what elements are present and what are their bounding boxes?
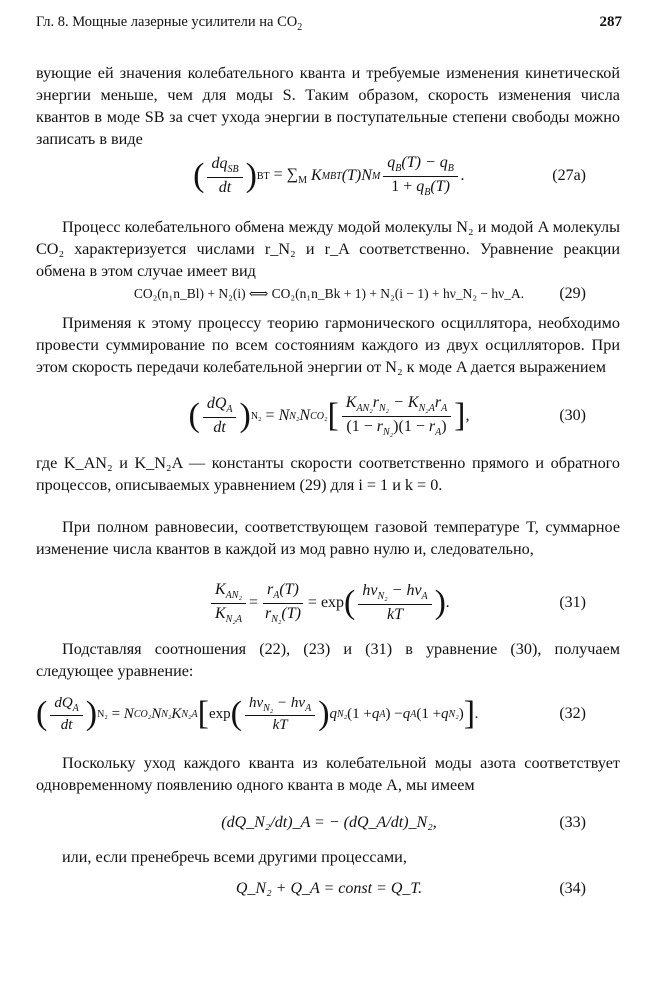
page-header	[36, 14, 622, 38]
paragraph-8: или, если пренебречь всеми другими процессами,	[62, 848, 407, 866]
equation-27a: ( $\frac{dq_{SB}}{dt}$ ) BT = $\sum_M$ K M BT (T)N M $\frac{q_B(T) - q_B}{1 + q_B(T)}$ . (27a)	[193, 154, 586, 198]
equation-number-30: (30)	[559, 407, 586, 424]
equation-number-31: (31)	[559, 594, 586, 611]
equation-number-29: (29)	[559, 285, 586, 302]
paragraph-5: При полном равновесии, соответствующем газовой температуре T, суммарное изменение числа квантов в каждой из мод равно нулю и, следовательно,	[36, 518, 620, 558]
paragraph-6: Подставляя соотношения (22), (23) и (31) в уравнение (30), получаем следующее уравнение:	[36, 640, 620, 680]
paragraph-2: Процесс колебательного обмена между модой молекулы N₂ и модой A молекулы CO₂ характеризуется числами r_N₂ и r_A соответственно. Уравнение реакции обмена в этом случае имеет вид	[36, 218, 620, 280]
equation-29	[36, 282, 622, 306]
running-title: Гл. 8. Мощные лазерные усилители на $CO_2$	[36, 14, 303, 33]
paragraph-1: вующие ей значения колебательного кванта и требуемые изменения кинетической энергии меньше, чем для моды S. Таким образом, скорость изменения числа квантов в моде SB за счет ухода энергии в поступательные степени свободы можно записать в виде	[36, 64, 620, 148]
equation-33-body: (dQ_N₂/dt)_A = − (dQ_A/dt)_N₂,	[221, 814, 437, 831]
equation-number-34: (34)	[559, 880, 586, 897]
equation-34	[36, 876, 622, 902]
paragraph-4: где K_AN₂ и K_N₂A — константы скорости соответственно прямого и обратного процессов, описываемых уравнением (29) для i = 1 и k = 0.	[36, 454, 620, 494]
equation-32: ( $\frac{dQ_A}{dt}$ ) N₂ = N CO₂ N N₂ K N₂A [ exp ( $\frac{h\nu_{N_2} - h\nu_A}{kT}$ ) q N₂ (1 + q A ) − q A (1 + q N₂ ) ] . (32)	[36, 694, 586, 733]
equation-number-33: (33)	[559, 814, 586, 831]
equation-31: $\frac{K_{AN_2}}{K_{N_2A}}$ = $\frac{r_A(T)}{r_{N_2}(T)}$ = exp ( $\frac{h\nu_{N_2} - h\nu_A}{kT}$ ) . (31)	[36, 576, 622, 630]
page-number: 287	[599, 14, 622, 30]
equation-30: ( $\frac{dQ_A}{dt}$ ) N₂ = N N₂ N CO₂ [ $\frac{K_{AN_2}r_{N_2} - K_{N_2A}r_A}{(1 - r_{N_2})(1 - r_A)}$ ] , (30)	[188, 394, 586, 438]
equation-33	[36, 810, 622, 836]
equation-number-27a: (27a)	[552, 167, 586, 184]
equation-number-32: (32)	[559, 705, 586, 722]
paragraph-7: Поскольку уход каждого кванта из колебательной моды азота соответствует одновременному появлению одного кванта в моде A, мы имеем	[36, 754, 620, 794]
paragraph-3: Применяя к этому процессу теорию гармонического осциллятора, необходимо провести суммирование по всем состояниям каждого из двух осцилляторов. При этом скорость передачи колебательной энергии от N₂ к моде A дается выражением	[36, 314, 620, 376]
equation-34-body: Q_N₂ + Q_A = const = Q_T.	[235, 880, 423, 897]
equation-29-body: CO₂(n₁n_Bl) + N₂(i) ⟺ CO₂(n₁n_Bk + 1) + N₂(i − 1) + hν_N₂ − hν_A.	[133, 286, 525, 301]
